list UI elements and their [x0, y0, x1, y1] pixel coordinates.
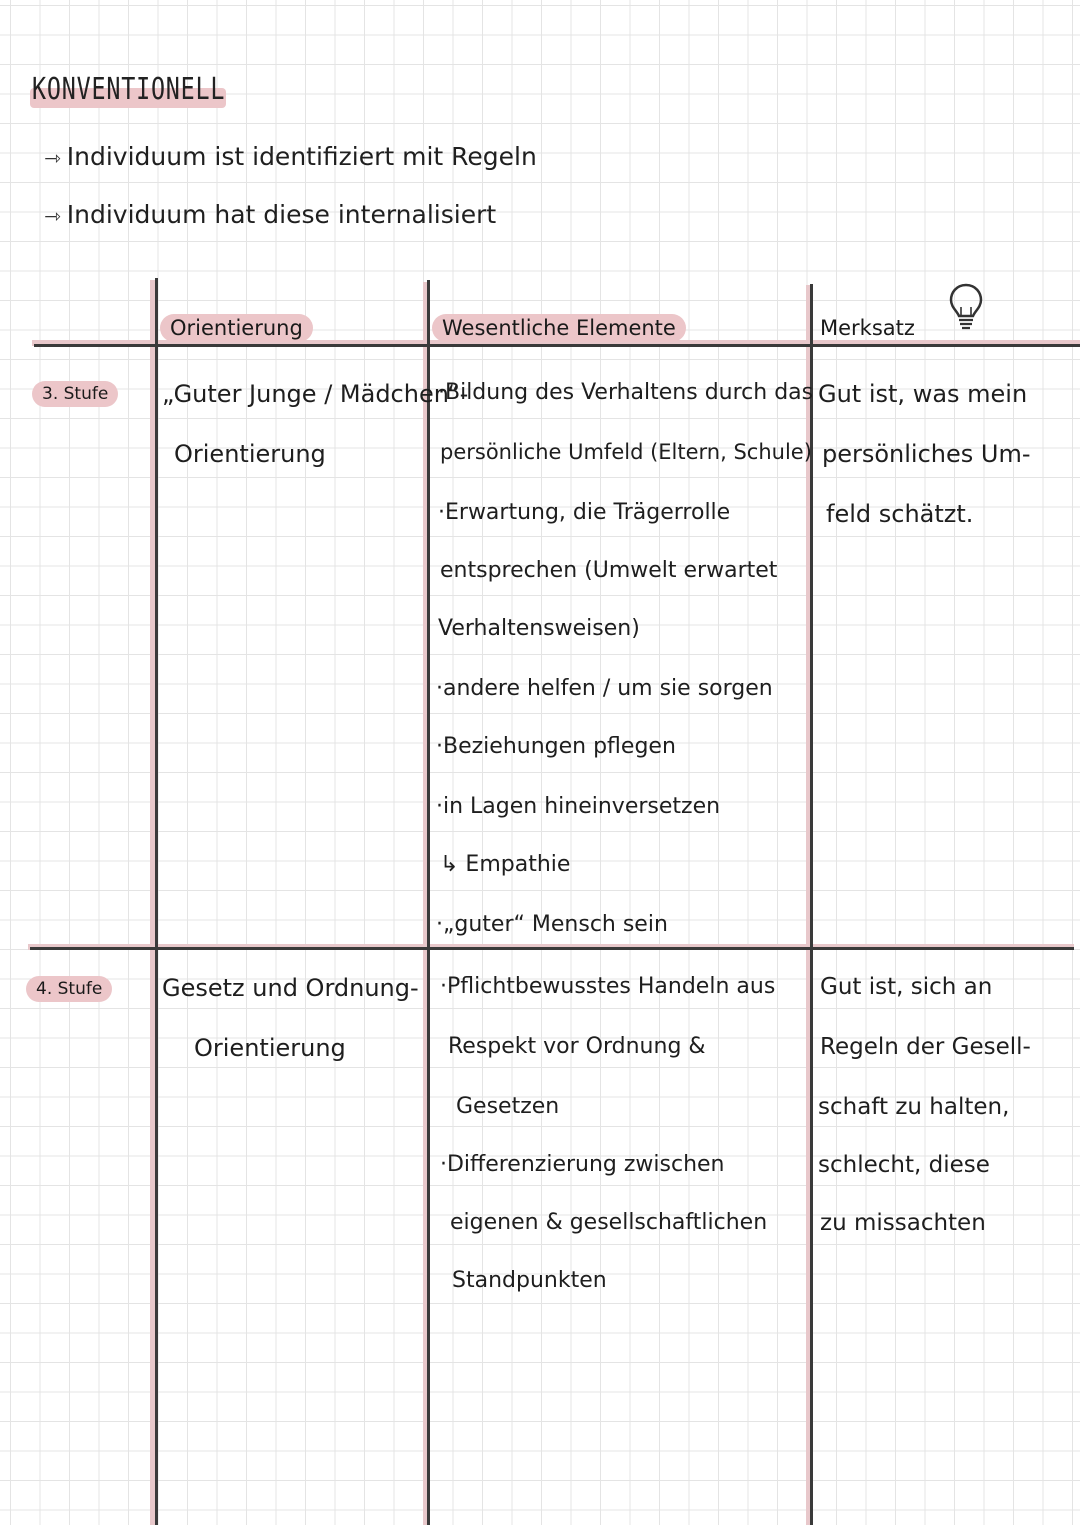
- note-line-1: [44, 142, 537, 171]
- arrow-icon: ⇾: [44, 146, 61, 170]
- elemente-3-line-2: persönliche Umfeld (Eltern, Schule): [440, 440, 812, 464]
- elemente-4-line-3: Gesetzen: [456, 1094, 560, 1119]
- elemente-3-line-8: ·in Lagen hineinversetzen: [436, 794, 721, 819]
- elemente-3-line-7: ·Beziehungen pflegen: [436, 734, 676, 759]
- elemente-3-line-1: ·Bildung des Verhaltens durch das: [438, 380, 814, 405]
- lightbulb-icon: [948, 282, 984, 340]
- column-header-elemente: Wesentliche Elemente: [432, 314, 686, 342]
- elemente-4-line-1: ·Pflichtbewusstes Handeln aus: [440, 974, 776, 999]
- elemente-3-line-6: ·andere helfen / um sie sorgen: [436, 676, 773, 701]
- note-text-2: Individuum hat diese internalisiert: [66, 200, 497, 229]
- elemente-3-line-5: Verhaltensweisen): [438, 616, 640, 641]
- column-header-merksatz: Merksatz: [820, 316, 915, 340]
- orientierung-3-line-2: Orientierung: [174, 440, 326, 468]
- arrow-icon: ⇾: [44, 204, 61, 228]
- merksatz-4-line-5: zu missachten: [820, 1210, 986, 1236]
- column-header-orientierung: Orientierung: [160, 314, 313, 342]
- elemente-3-line-10: ·„guter“ Mensch sein: [436, 912, 668, 937]
- column-divider: [155, 278, 158, 1525]
- elemente-4-line-4: ·Differenzierung zwischen: [440, 1152, 725, 1177]
- stufe-badge-4: 4. Stufe: [26, 976, 112, 1002]
- orientierung-3-line-1: „Guter Junge / Mädchen“-: [162, 380, 469, 408]
- column-divider: [427, 280, 430, 1525]
- header-divider: [34, 344, 1080, 347]
- orientierung-4-line-2: Orientierung: [194, 1034, 346, 1062]
- orientierung-4-line-1: Gesetz und Ordnung-: [162, 974, 419, 1002]
- note-line-2: [44, 200, 496, 229]
- row-divider: [30, 947, 1074, 950]
- column-divider: [810, 284, 813, 1525]
- merksatz-3-line-3: feld schätzt.: [826, 500, 974, 528]
- elemente-3-line-4: entsprechen (Umwelt erwartet: [440, 558, 778, 583]
- page-heading: KONVENTIONELL: [32, 72, 226, 107]
- merksatz-3-line-2: persönliches Um-: [822, 440, 1031, 468]
- elemente-3-line-3: ·Erwartung, die Trägerrolle: [438, 500, 731, 525]
- elemente-4-line-6: Standpunkten: [452, 1268, 607, 1293]
- stufe-badge-3: 3. Stufe: [32, 381, 118, 407]
- elemente-4-line-2: Respekt vor Ordnung &: [448, 1034, 706, 1059]
- merksatz-3-line-1: Gut ist, was mein: [818, 380, 1028, 408]
- merksatz-4-line-1: Gut ist, sich an: [820, 974, 993, 1000]
- note-text-1: Individuum ist identifiziert mit Regeln: [66, 142, 537, 171]
- merksatz-4-line-3: schaft zu halten,: [818, 1094, 1010, 1120]
- elemente-3-line-9: ↳ Empathie: [440, 852, 571, 877]
- elemente-4-line-5: eigenen & gesellschaftlichen: [450, 1210, 768, 1235]
- merksatz-4-line-2: Regeln der Gesell-: [820, 1034, 1031, 1060]
- merksatz-4-line-4: schlecht, diese: [818, 1152, 990, 1178]
